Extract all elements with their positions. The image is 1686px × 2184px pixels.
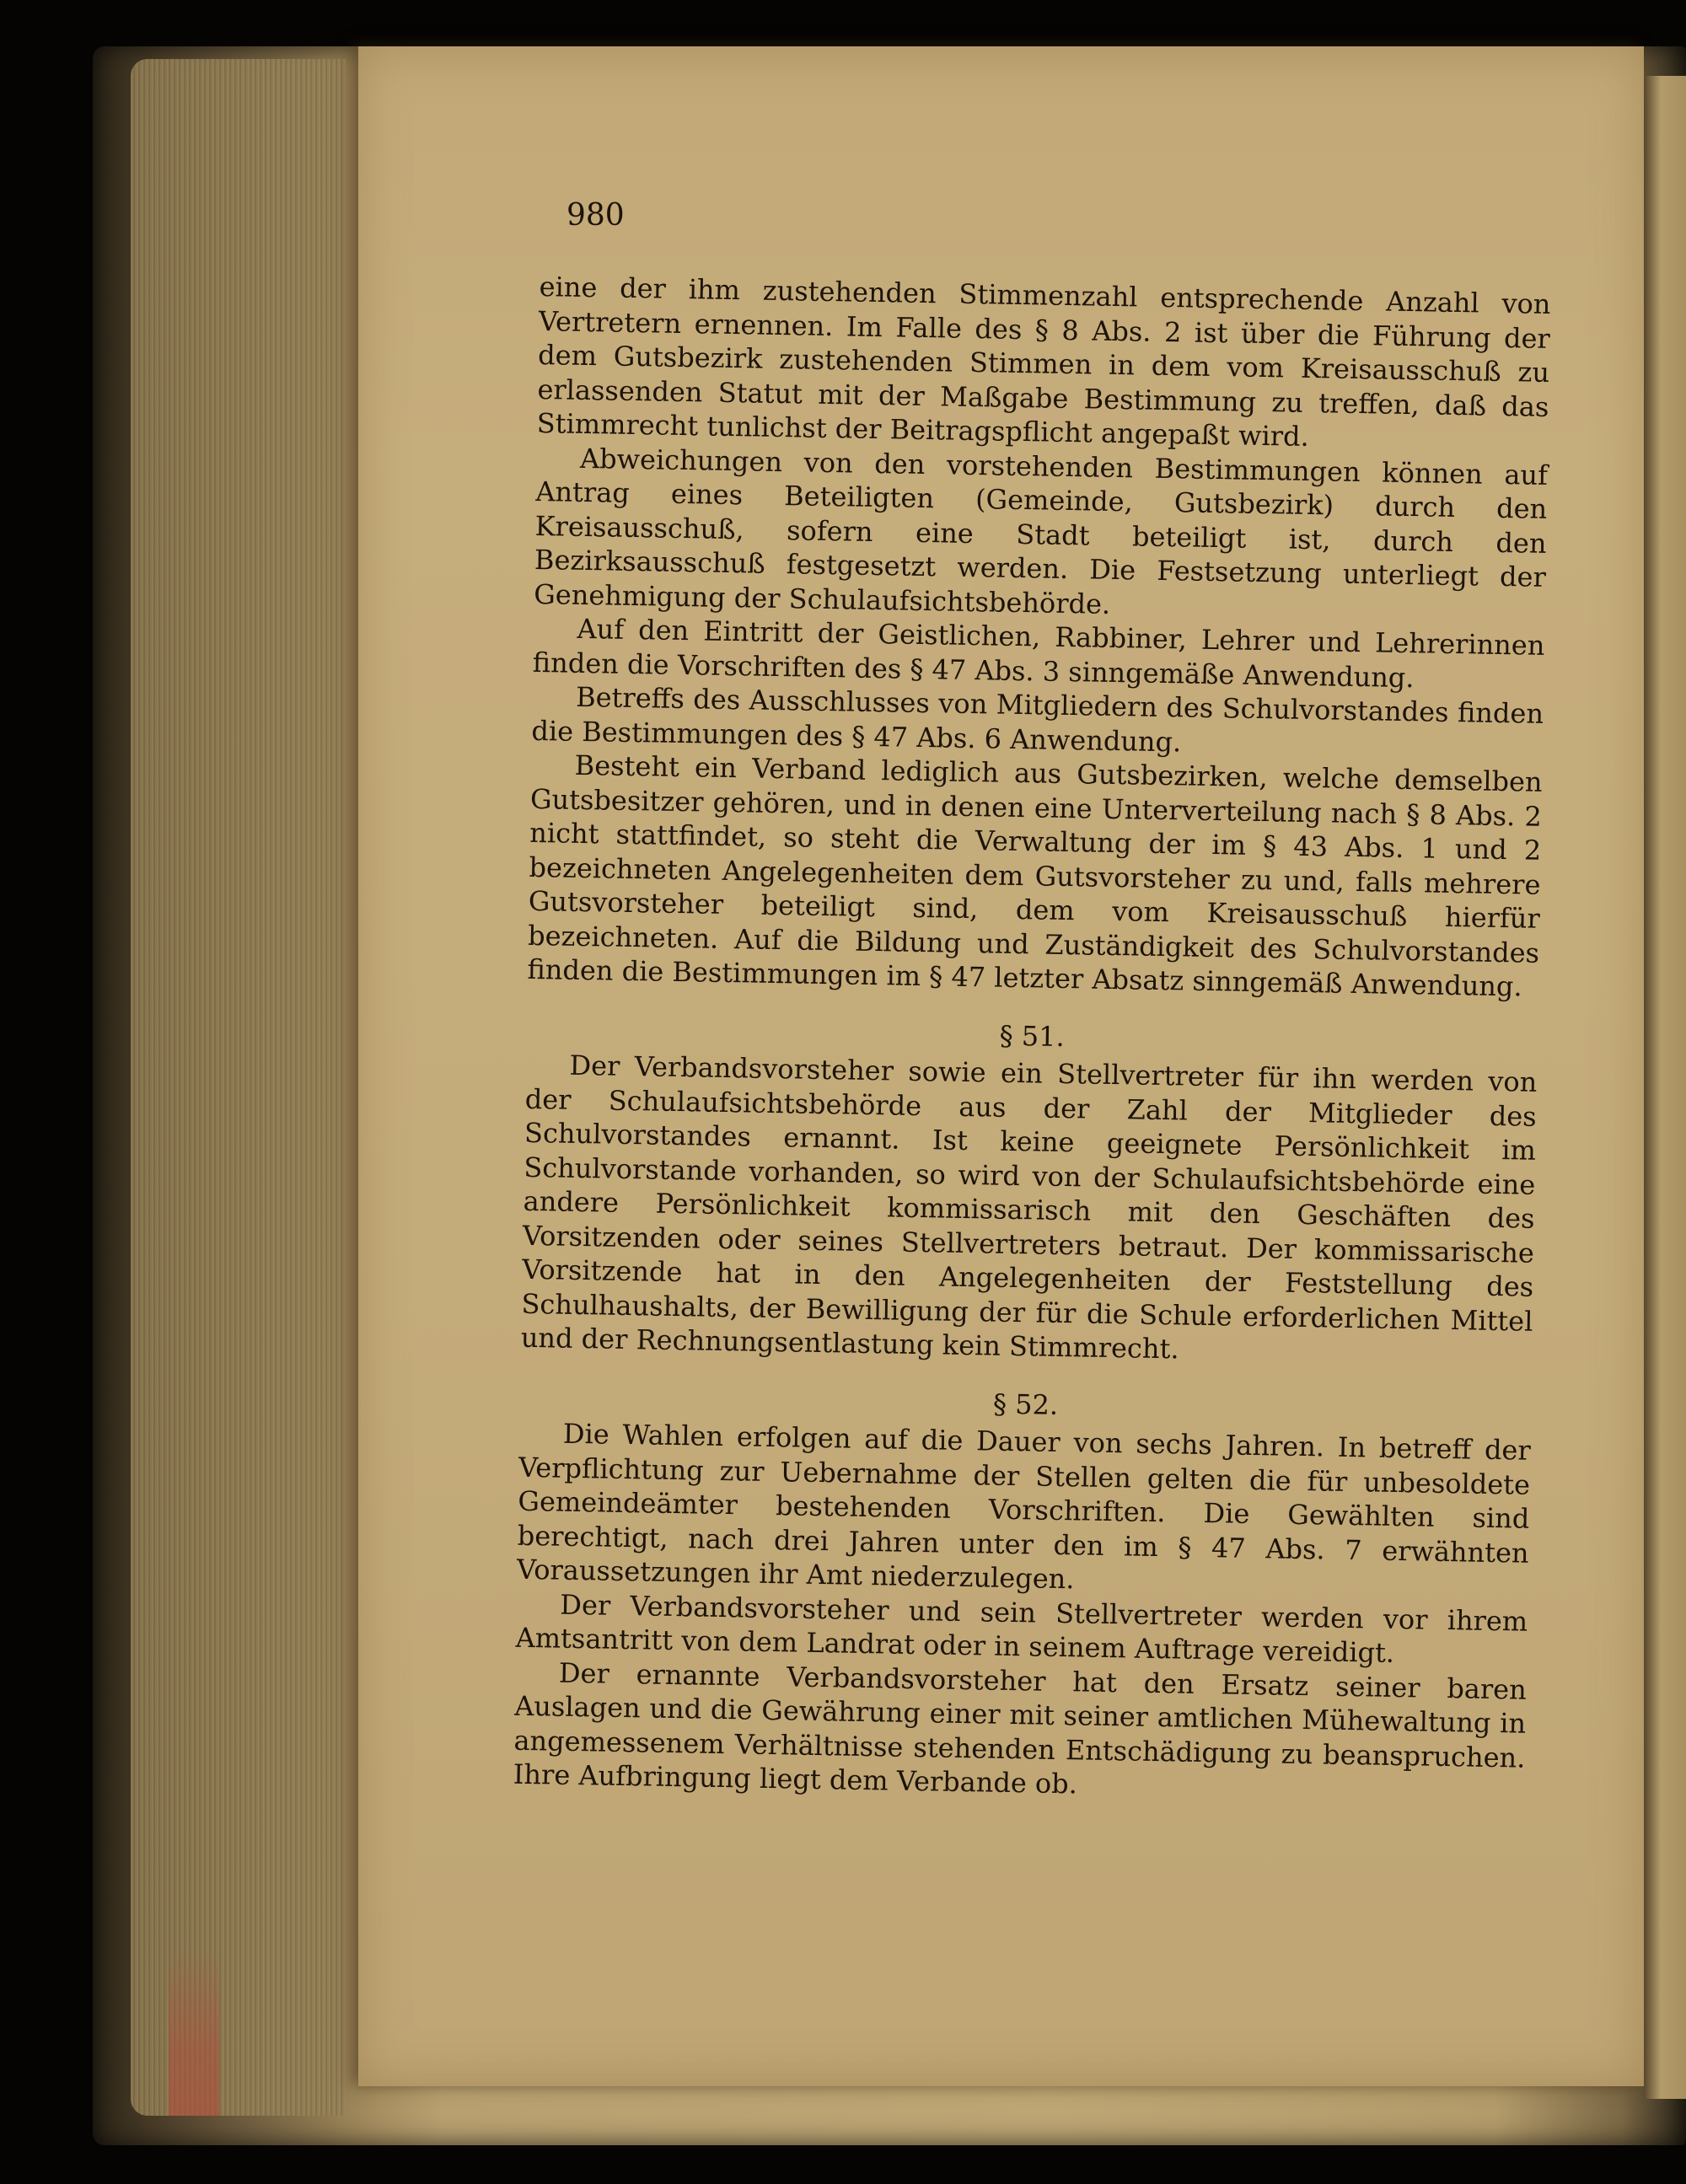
paragraph: Betreffs des Ausschlusses von Mitgliedern des Schulvorstandes finden die Bestimmungen des § 47 Abs. 6 Anwendung. [531,680,1544,758]
paragraph: Abweichungen von den vorstehenden Bestimmungen können auf Antrag eines Beteiligten (Gemeinde, Gutsbezirk) durch den Kreisausschuß, sofern eine Stadt beteiligt ist, durch den Bezirksausschuß festgesetzt werden. Die Festsetzung unterliegt der Genehmigung der Schulaufsichtsbehörde. [533,442,1549,620]
section-heading-52: § 52. [992,1387,1059,1421]
page-text-block [513,270,1550,1809]
paragraph: Der Verbandsvorsteher und sein Stellvertreter werden vor ihrem Amtsantritt von dem Landrat oder in seinem Auftrage vereidigt. [515,1588,1528,1669]
paragraph: Der ernannte Verbandsvorsteher hat den Ersatz seiner baren Auslagen und die Gewährung einer mit seiner amtlichen Mühewaltung in angemessenem Verhältnisse stehenden Entschädigung zu beanspruchen. Ihre Aufbringung liegt dem Verbande ob. [513,1656,1528,1800]
page-edges [131,59,346,2116]
paragraph: Auf den Eintritt der Geistlichen, Rabbiner, Lehrer und Lehrerinnen finden die Vorschriften des § 47 Abs. 3 sinngemäße Anwendung. [532,612,1545,694]
paragraph: Der Verbandsvorsteher sowie ein Stellvertreter für ihn werden von der Schulaufsichtsbehörde aus der Zahl der Mitglieder des Schulvorstandes ernannt. Ist keine geeignete Persönlichkeit im Schulvorstande vorhanden, so wird von der Schulaufsichtsbehörde eine andere Persönlichkeit kommissarisch mit den Geschäften des Vorsitzenden oder seines Stellvertreters betraut. Der kommissarische Vorsitzende hat in den Angelegenheiten der Feststellung des Schulhaushalts, der Bewilligung der für die Schule erforderlichen Mittel und der Rechnungsentlastung kein Stimmrecht. [520,1049,1538,1366]
red-page-edge-stain [169,1947,219,2116]
paragraph: Besteht ein Verband lediglich aus Gutsbezirken, welche demselben Gutsbesitzer gehören, und in denen eine Unterverteilung nach § 8 Abs. 2 nicht stattfindet, so steht die Verwaltung der im § 43 Abs. 1 und 2 bezeichneten Angelegenheiten dem Gutsvorsteher zu und, falls mehrere Gutsvorsteher beteiligt sind, dem vom Kreisausschuß hierfür bezeichneten. Auf die Bildung und Zuständigkeit des Schulvorstandes finden die Bestimmungen im § 47 letzter Absatz sinngemäß Anwendung. [527,749,1543,1003]
page-number: 980 [566,198,625,233]
paragraph: Die Wahlen erfolgen auf die Dauer von sechs Jahren. In betreff der Verpflichtung zur Uebernahme der Stellen gelten die für unbesoldete Gemeindeämter bestehenden Vorschriften. Die Gewählten sind berechtigt, nach drei Jahren unter den im § 47 Abs. 7 erwähnten Voraussetzungen ihr Amt niederzulegen. [516,1417,1532,1596]
section-heading-51: § 51. [999,1019,1066,1053]
paragraph-continuation: eine der ihm zustehenden Stimmenzahl entsprechende Anzahl von Vertretern ernennen. Im Falle des § 8 Abs. 2 ist über die Führung der dem Gutsbezirk zustehenden Stimmen in dem vom Kreisausschuß zu erlassenden Statut mit der Maßgabe Bestimmung zu treffen, daß das Stimmrecht tunlichst der Beitragspflicht angepaßt wird. [536,270,1551,453]
facing-page-edge [1644,76,1686,2099]
